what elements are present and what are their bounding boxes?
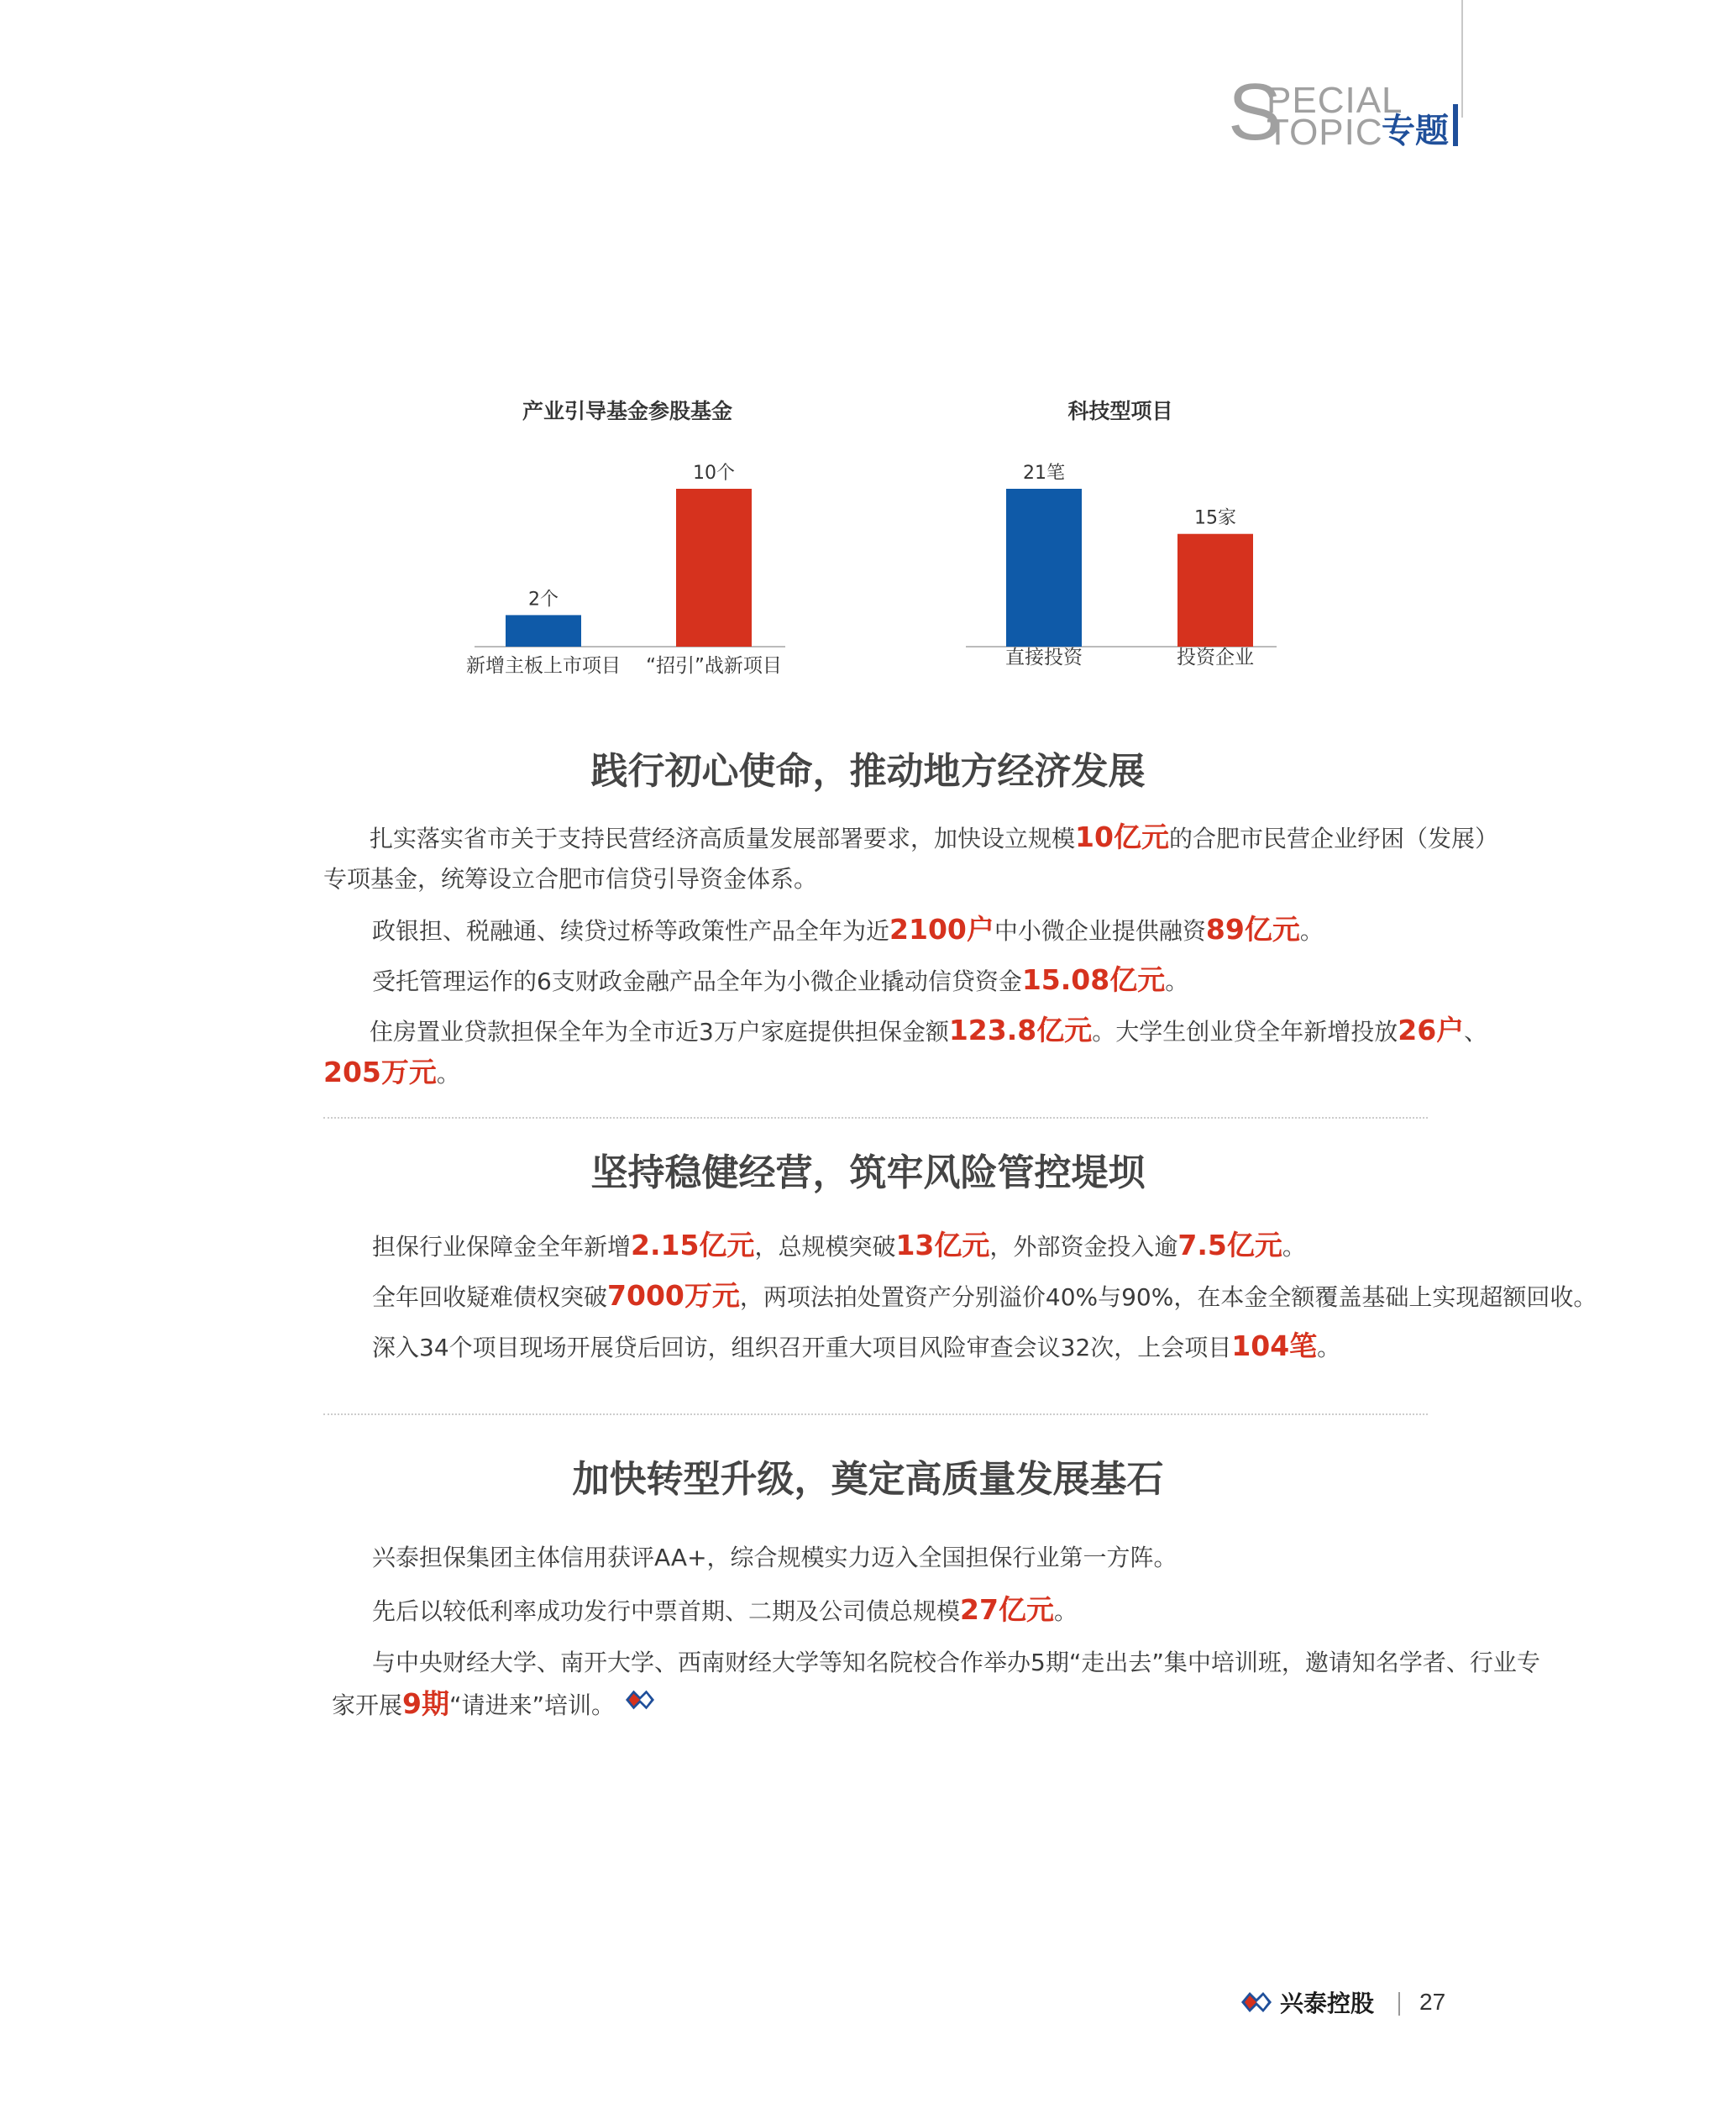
bar-value-label: 10个 <box>693 463 735 484</box>
paragraph <box>323 858 817 900</box>
paragraph-text: 、 <box>1464 1018 1488 1046</box>
paragraph <box>372 959 1188 1003</box>
category-label: 新增主板上市项目 <box>466 655 621 677</box>
paragraph <box>372 1589 1078 1633</box>
footer-logo-icon <box>1238 1987 1275 2021</box>
bar <box>676 489 752 647</box>
header-vertical-rule <box>1461 0 1463 118</box>
footer-separator <box>1398 1992 1400 2016</box>
special-topic-s-letter: S <box>1228 67 1282 157</box>
special-topic-zh: 专题 <box>1382 112 1449 150</box>
section-title: 践行初心使命，推动地方经济发展 <box>590 750 1146 793</box>
paragraph-text: 。 <box>1282 1233 1306 1261</box>
paragraph-text: 。 <box>1299 917 1324 945</box>
highlight-figure: 7.5亿元 <box>1177 1229 1282 1261</box>
paragraph <box>332 1683 660 1728</box>
chart-tech-projects <box>941 386 1293 697</box>
section-divider <box>323 1413 1428 1415</box>
highlight-figure: 15.08亿元 <box>1021 963 1166 996</box>
category-label: “招引”战新项目 <box>646 655 782 677</box>
header-accent-bar <box>1453 104 1458 146</box>
highlight-figure: 2.15亿元 <box>631 1229 755 1261</box>
chart-svg <box>454 386 806 697</box>
footer-brand: 兴泰控股 <box>1280 1990 1375 2017</box>
paragraph <box>372 1537 1177 1579</box>
page-number: 27 <box>1419 1989 1446 2015</box>
paragraph <box>372 1642 1540 1684</box>
paragraph <box>372 1224 1306 1268</box>
chart-title: 产业引导基金参股基金 <box>522 399 733 423</box>
paragraph-text: 。 <box>436 1060 460 1088</box>
bar <box>1006 489 1082 647</box>
paragraph-text: 中小微企业提供融资 <box>994 917 1206 945</box>
paragraph-text: 家开展 <box>332 1691 403 1719</box>
highlight-figure: 9期 <box>402 1687 449 1720</box>
highlight-figure: 27亿元 <box>960 1593 1054 1626</box>
paragraph-text: ，外部资金投入逾 <box>989 1233 1178 1261</box>
highlight-figure: 13亿元 <box>895 1229 990 1261</box>
bar-value-label: 2个 <box>528 589 559 611</box>
paragraph-text: 深入34个项目现场开展贷后回访，组织召开重大项目风险审查会议32次，上会项目 <box>372 1334 1232 1361</box>
bar <box>1177 534 1253 647</box>
category-label: 直接投资 <box>1005 647 1083 669</box>
category-label: 投资企业 <box>1177 647 1254 669</box>
paragraph-text: 住房置业贷款担保全年为全市近3万户家庭提供担保金额 <box>370 1018 949 1046</box>
chart-industry-fund <box>454 386 806 697</box>
paragraph-text: “请进来”培训。 <box>448 1691 615 1719</box>
bar <box>506 615 581 647</box>
section-title: 加快转型升级，奠定高质量发展基石 <box>572 1458 1164 1501</box>
section-title: 坚持稳健经营，筑牢风险管控堤坝 <box>590 1151 1146 1194</box>
paragraph-text: 的合肥市民营企业纾困（发展） <box>1168 825 1498 852</box>
paragraph-text: 担保行业保障金全年新增 <box>372 1233 632 1261</box>
highlight-figure: 2100户 <box>889 913 994 946</box>
highlight-figure: 10亿元 <box>1075 821 1169 853</box>
highlight-figure: 104笔 <box>1231 1329 1318 1362</box>
paragraph <box>370 1009 1487 1053</box>
paragraph-text: 政银担、税融通、续贷过桥等政策性产品全年为近 <box>372 917 890 945</box>
paragraph-text: 受托管理运作的6支财政金融产品全年为小微企业撬动信贷资金 <box>372 967 1022 995</box>
bar-value-label: 21笔 <box>1023 463 1065 484</box>
highlight-figure: 205万元 <box>323 1056 437 1088</box>
paragraph <box>323 1051 460 1095</box>
paragraph <box>372 909 1324 952</box>
end-logo-icon <box>620 1686 660 1728</box>
special-word: PECIAL <box>1267 80 1403 121</box>
paragraph-text: 先后以较低利率成功发行中票首期、二期及公司债总规模 <box>372 1597 961 1625</box>
bar-value-label: 15家 <box>1194 507 1236 529</box>
paragraph-text: ，两项法拍处置资产分别溢价40%与90%，在本金全额覆盖基础上实现超额回收。 <box>739 1283 1597 1311</box>
topic-word: TOPIC <box>1267 112 1383 153</box>
paragraph-text: 扎实落实省市关于支持民营经济高质量发展部署要求，加快设立规模 <box>370 825 1076 852</box>
paragraph-text: 全年回收疑难债权突破 <box>372 1283 608 1311</box>
paragraph <box>372 1325 1340 1369</box>
paragraph-text: ，总规模突破 <box>754 1233 896 1261</box>
chart-svg <box>941 386 1293 697</box>
paragraph-text: 。大学生创业贷全年新增投放 <box>1092 1018 1398 1046</box>
highlight-figure: 89亿元 <box>1205 913 1300 946</box>
highlight-figure: 7000万元 <box>607 1279 740 1312</box>
paragraph-text: 兴泰担保集团主体信用获评AA+，综合规模实力迈入全国担保行业第一方阵。 <box>372 1544 1177 1571</box>
paragraph <box>372 1275 1597 1319</box>
paragraph-text: 专项基金，统筹设立合肥市信贷引导资金体系。 <box>323 865 818 893</box>
highlight-figure: 123.8亿元 <box>948 1014 1093 1046</box>
paragraph-text: 。 <box>1317 1334 1341 1361</box>
paragraph-text: 与中央财经大学、南开大学、西南财经大学等知名院校合作举办5期“走出去”集中培训班，邀请知名学者、行业专 <box>372 1649 1540 1676</box>
section-divider <box>323 1117 1428 1119</box>
highlight-figure: 26户 <box>1398 1014 1465 1046</box>
chart-title: 科技型项目 <box>1067 399 1173 423</box>
paragraph-text: 。 <box>1053 1597 1078 1625</box>
paragraph-text: 。 <box>1165 967 1189 995</box>
paragraph <box>370 816 1498 860</box>
